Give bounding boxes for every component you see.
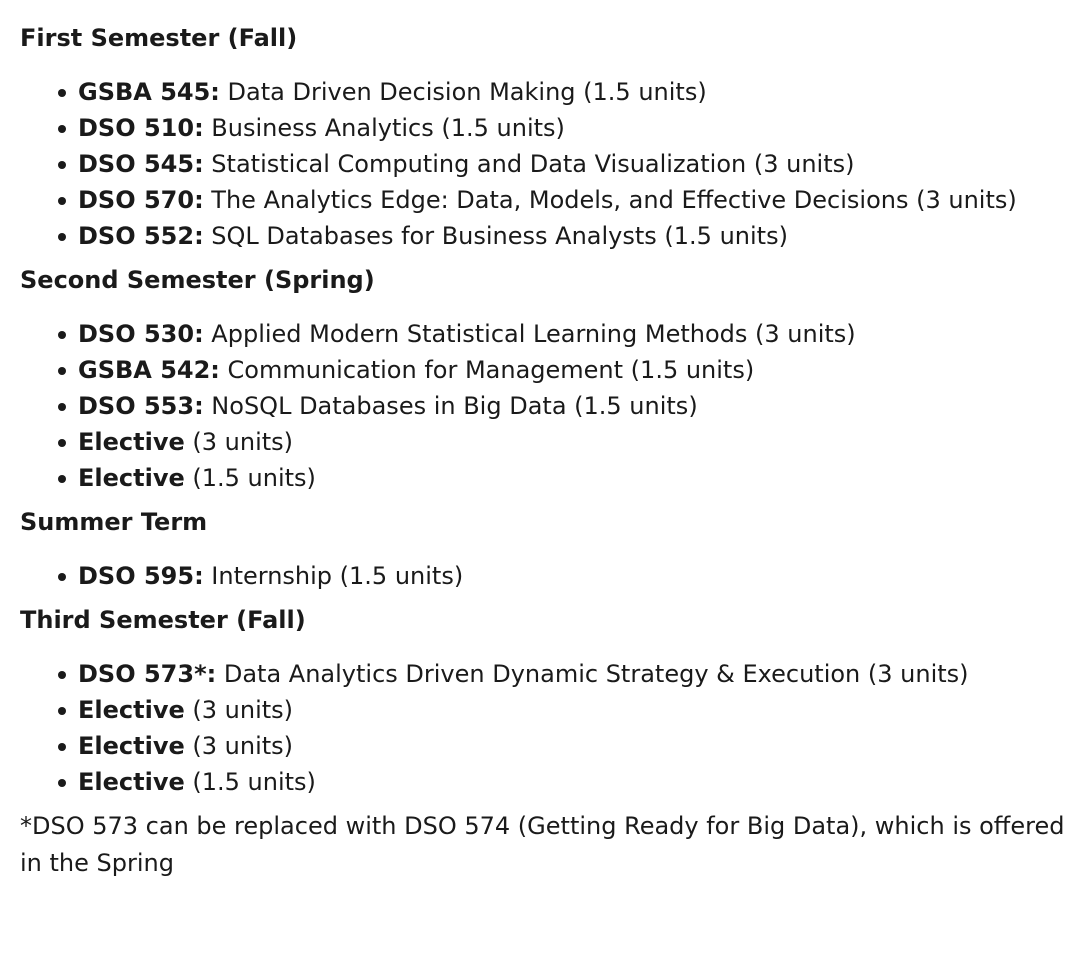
course-code: DSO 552: — [78, 222, 204, 250]
bullet-icon — [58, 403, 66, 411]
course-code: DSO 545: — [78, 150, 204, 178]
list-item — [58, 692, 1060, 728]
bullet-icon — [58, 573, 66, 581]
course-list-second-semester — [20, 316, 1060, 496]
bullet-icon — [58, 367, 66, 375]
course-code: DSO 553: — [78, 392, 204, 420]
course-description: NoSQL Databases in Big Data (1.5 units) — [203, 392, 698, 420]
list-item — [58, 316, 1060, 352]
bullet-icon — [58, 233, 66, 241]
list-item — [58, 558, 1060, 594]
bullet-icon — [58, 125, 66, 133]
bullet-icon — [58, 331, 66, 339]
course-description: (3 units) — [184, 696, 294, 724]
bullet-icon — [58, 197, 66, 205]
list-item — [58, 764, 1060, 800]
course-code: Elective — [78, 768, 185, 796]
section-heading-third-semester: Third Semester (Fall) — [20, 606, 306, 634]
course-list-summer-term — [20, 558, 1060, 594]
course-description: Communication for Management (1.5 units) — [219, 356, 755, 384]
course-description: The Analytics Edge: Data, Models, and Effective Decisions (3 units) — [203, 186, 1017, 214]
course-code: GSBA 542: — [78, 356, 220, 384]
course-code: Elective — [78, 428, 185, 456]
course-code: DSO 530: — [78, 320, 204, 348]
course-code: GSBA 545: — [78, 78, 220, 106]
course-description: (3 units) — [184, 428, 294, 456]
list-item — [58, 74, 1060, 110]
list-item — [58, 352, 1060, 388]
list-item — [58, 218, 1060, 254]
course-code: DSO 510: — [78, 114, 204, 142]
course-code: Elective — [78, 732, 185, 760]
course-code: DSO 573*: — [78, 660, 217, 688]
course-list-third-semester — [20, 656, 1060, 800]
bullet-icon — [58, 89, 66, 97]
section-heading-first-semester: First Semester (Fall) — [20, 24, 298, 52]
list-item — [58, 728, 1060, 764]
course-code: Elective — [78, 464, 185, 492]
course-description: Applied Modern Statistical Learning Methods (3 units) — [203, 320, 856, 348]
course-code: Elective — [78, 696, 185, 724]
bullet-icon — [58, 743, 66, 751]
course-description: SQL Databases for Business Analysts (1.5 units) — [203, 222, 788, 250]
course-description: (1.5 units) — [184, 464, 316, 492]
course-list-first-semester — [20, 74, 1060, 254]
course-description: Internship (1.5 units) — [203, 562, 464, 590]
bullet-icon — [58, 779, 66, 787]
list-item — [58, 656, 1060, 692]
course-description: (1.5 units) — [184, 768, 316, 796]
bullet-icon — [58, 161, 66, 169]
list-item — [58, 388, 1060, 424]
list-item — [58, 460, 1060, 496]
course-code: DSO 595: — [78, 562, 204, 590]
list-item — [58, 146, 1060, 182]
course-description: Data Analytics Driven Dynamic Strategy & Execution (3 units) — [216, 660, 969, 688]
bullet-icon — [58, 671, 66, 679]
course-description: Data Driven Decision Making (1.5 units) — [219, 78, 707, 106]
course-code: DSO 570: — [78, 186, 204, 214]
list-item — [58, 424, 1060, 460]
bullet-icon — [58, 439, 66, 447]
course-description: Business Analytics (1.5 units) — [203, 114, 565, 142]
list-item — [58, 110, 1060, 146]
footnote: *DSO 573 can be replaced with DSO 574 (Getting Ready for Big Data), which is offered in the Spring — [20, 812, 1065, 877]
bullet-icon — [58, 475, 66, 483]
section-heading-summer-term: Summer Term — [20, 508, 208, 536]
course-description: (3 units) — [184, 732, 294, 760]
course-description: Statistical Computing and Data Visualization (3 units) — [203, 150, 855, 178]
section-heading-second-semester: Second Semester (Spring) — [20, 266, 375, 294]
bullet-icon — [58, 707, 66, 715]
list-item — [58, 182, 1060, 218]
